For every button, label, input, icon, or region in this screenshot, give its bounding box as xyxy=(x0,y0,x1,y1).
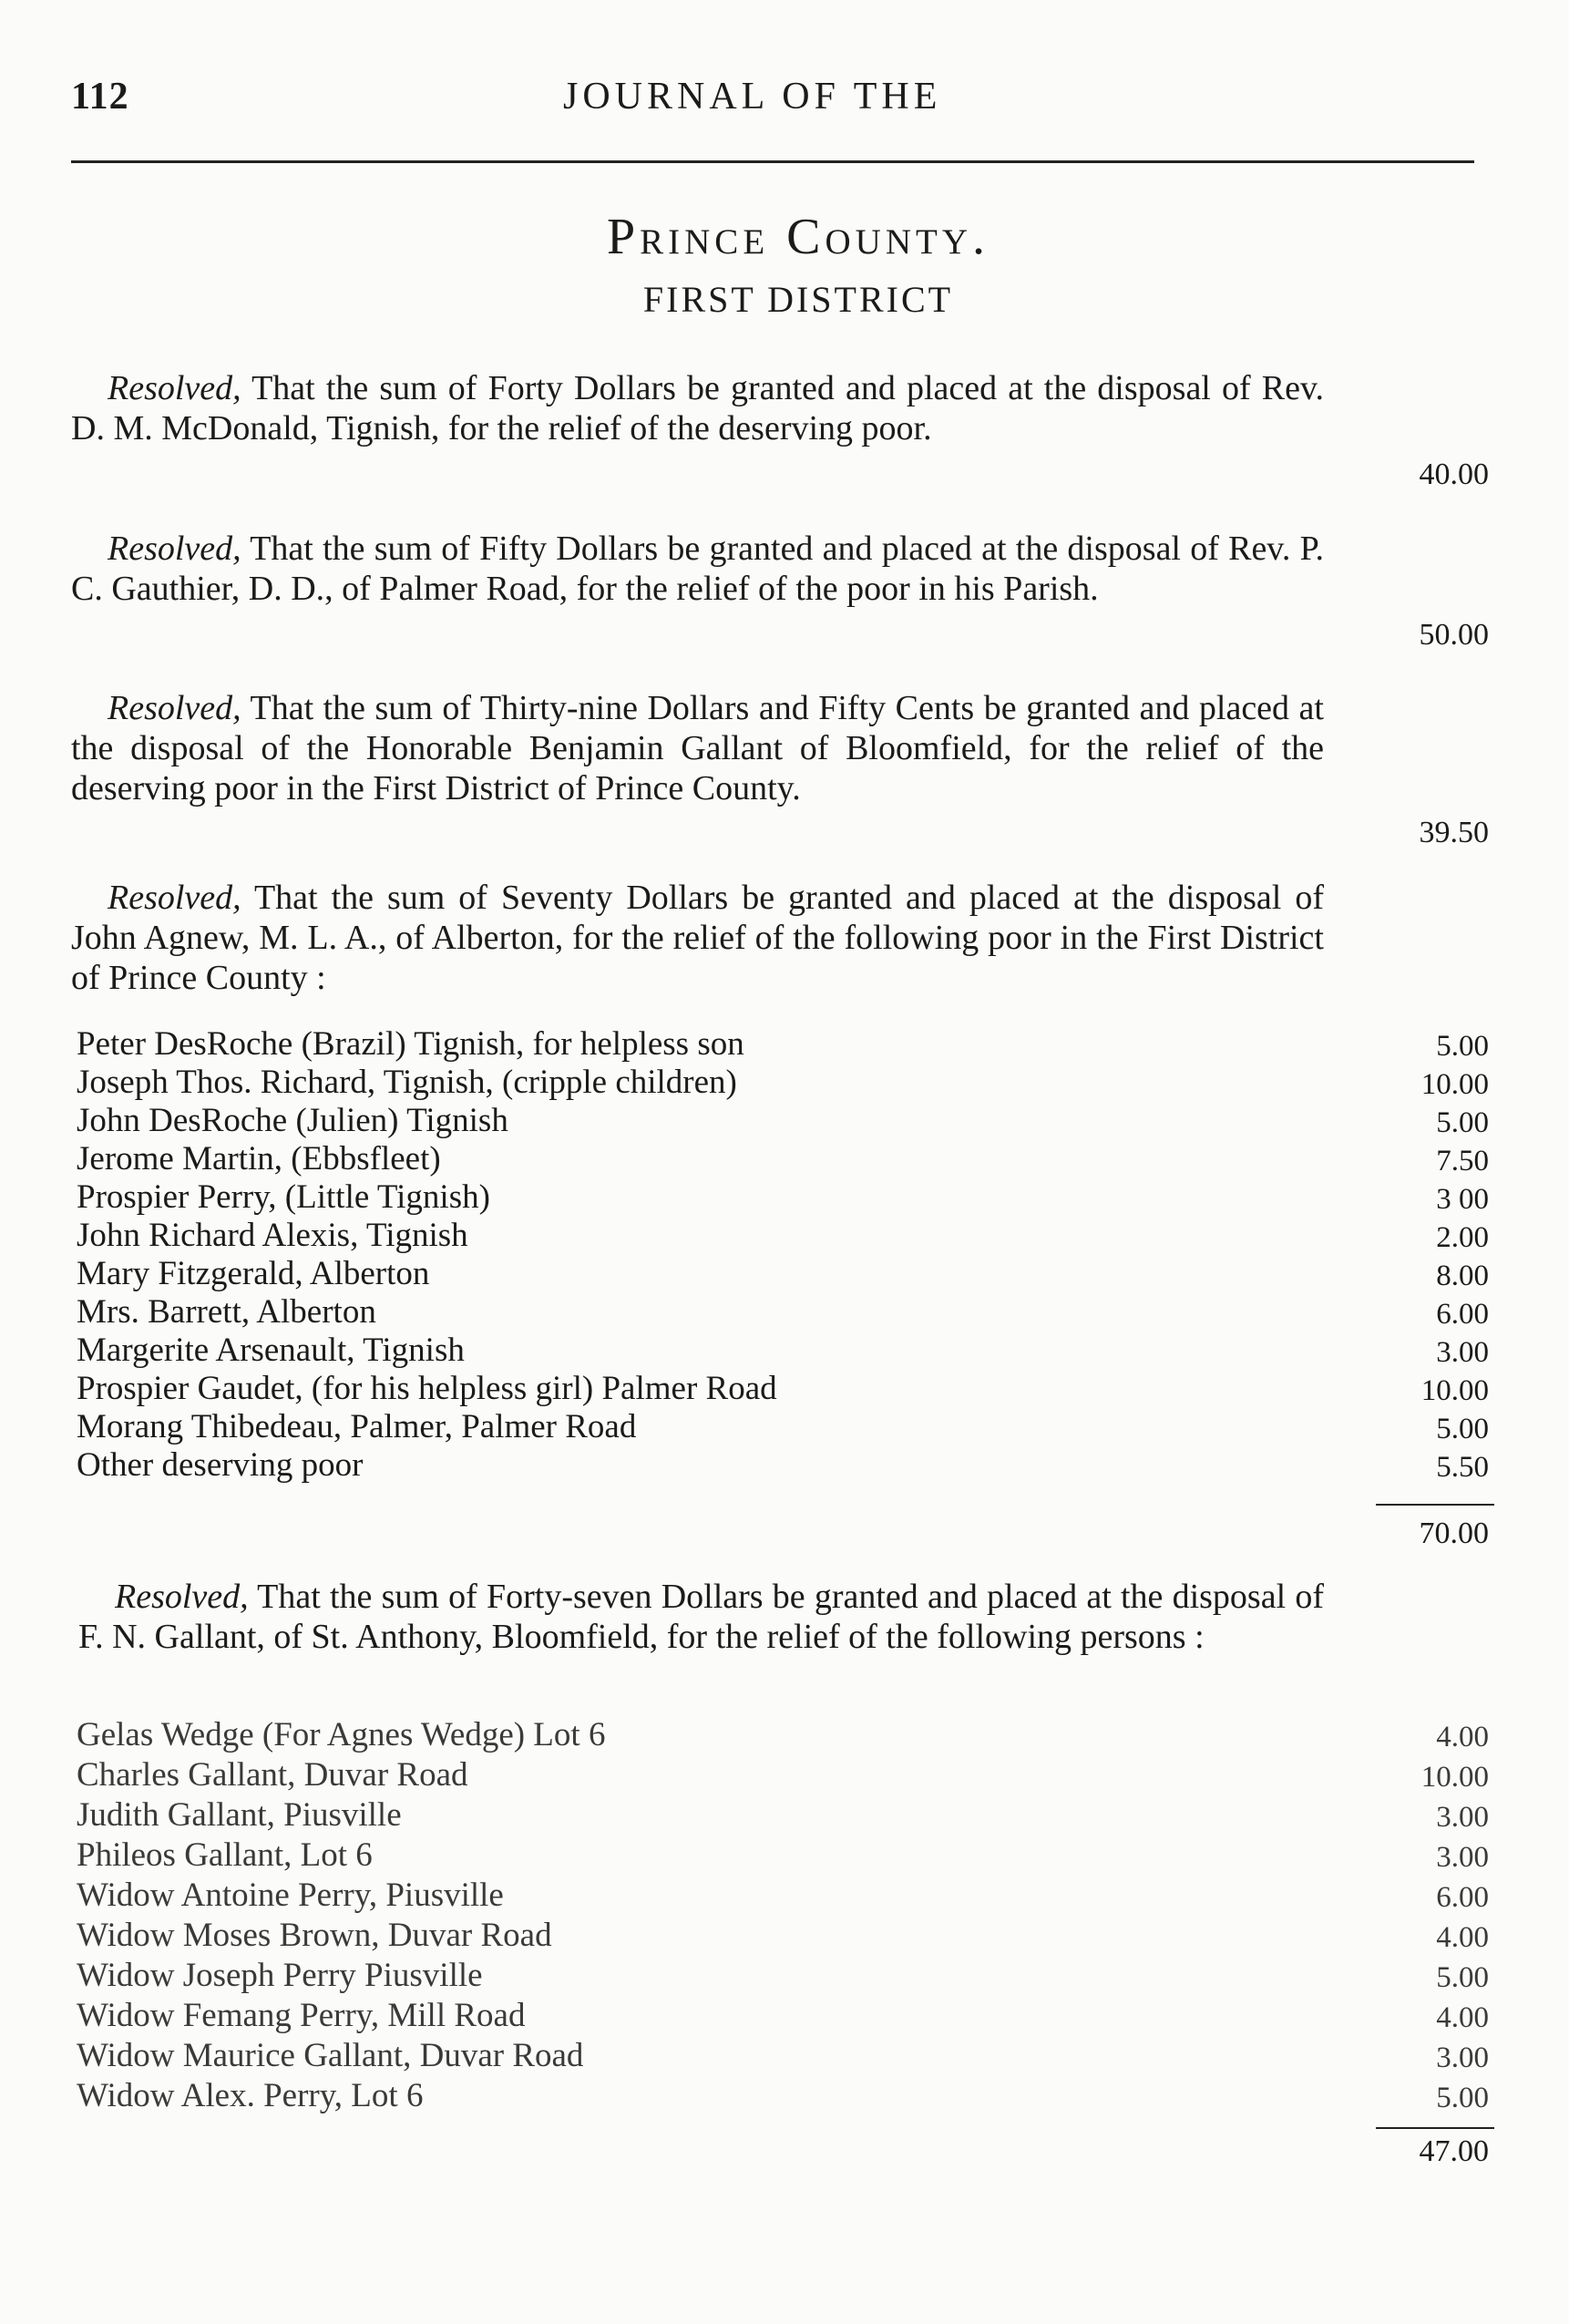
header-rule xyxy=(71,160,1474,163)
list-item-amount: 5.50 xyxy=(1436,1451,1489,1484)
resolution-1 xyxy=(71,368,1324,448)
list-item-name: Mrs. Barrett, Alberton xyxy=(77,1293,376,1331)
resolved-lead: Resolved, xyxy=(108,879,241,917)
list-item-amount: 6.00 xyxy=(1436,1298,1489,1331)
resolved-lead: Resolved, xyxy=(115,1578,249,1616)
list-item-amount: 6.00 xyxy=(1436,1881,1489,1914)
resolution-2-amount: 50.00 xyxy=(1419,618,1489,652)
list-item-amount: 4.00 xyxy=(1436,2001,1489,2034)
list-item-name: Gelas Wedge (For Agnes Wedge) Lot 6 xyxy=(77,1716,606,1753)
resolved-lead: Resolved, xyxy=(108,369,241,407)
list-item-amount: 10.00 xyxy=(1420,1374,1489,1407)
list-item-name: John DesRoche (Julien) Tignish xyxy=(77,1102,508,1139)
list-item-name: Widow Moses Brown, Duvar Road xyxy=(77,1917,552,1954)
resolution-text: That the sum of Seventy Dollars be granted and placed at the disposal of John Agnew, M. L. A., of Alberton, for the relief of the following poor in the First District of Prince County : xyxy=(71,879,1324,997)
resolution-text: That the sum of Thirty-nine Dollars and Fifty Cents be granted and placed at the disposal of the Honorable Benjamin Gallant of Bloomfield, for the relief of the deserving poor in the First District of Prince County. xyxy=(71,689,1324,807)
list-item-name: Widow Antoine Perry, Piusville xyxy=(77,1877,504,1914)
list-item-name: Mary Fitzgerald, Alberton xyxy=(77,1255,430,1292)
resolution-5 xyxy=(78,1577,1324,1657)
journal-title: JOURNAL OF THE xyxy=(563,76,942,118)
resolution-text: That the sum of Forty-seven Dollars be granted and placed at the disposal of F. N. Gallant, of St. Anthony, Bloomfield, for the relief of the following persons : xyxy=(78,1578,1324,1656)
list-item-amount: 5.00 xyxy=(1436,1106,1489,1139)
sum-rule xyxy=(1376,1504,1494,1506)
list-item-amount: 10.00 xyxy=(1420,1068,1489,1101)
list-item-name: Charles Gallant, Duvar Road xyxy=(77,1756,468,1794)
list-item-name: Judith Gallant, Piusville xyxy=(77,1796,402,1834)
resolution-3 xyxy=(71,688,1324,808)
list-item-amount: 3.00 xyxy=(1436,1336,1489,1369)
list-item-name: Other deserving poor xyxy=(77,1446,364,1484)
list-item-amount: 8.00 xyxy=(1436,1260,1489,1292)
list-item-amount: 7.50 xyxy=(1436,1145,1489,1177)
list-item-amount: 3.00 xyxy=(1436,1801,1489,1834)
list-item-name: Widow Femang Perry, Mill Road xyxy=(77,1997,526,2034)
list-item-name: Widow Maurice Gallant, Duvar Road xyxy=(77,2037,584,2074)
running-head xyxy=(71,75,1474,129)
list-item-amount: 5.00 xyxy=(1436,1961,1489,1994)
resolution-1-amount: 40.00 xyxy=(1419,458,1489,491)
resolved-lead: Resolved, xyxy=(108,689,241,727)
resolution-text: That the sum of Fifty Dollars be granted and placed at the disposal of Rev. P. C. Gauthier, D. D., of Palmer Road, for the relief of the poor in his Parish. xyxy=(71,530,1324,608)
list-item-name: John Richard Alexis, Tignish xyxy=(77,1217,468,1254)
list-item-name: Jerome Martin, (Ebbsfleet) xyxy=(77,1140,441,1177)
list-item-amount: 10.00 xyxy=(1420,1761,1489,1794)
district-heading: FIRST DISTRICT xyxy=(642,279,954,320)
resolution-text: That the sum of Forty Dollars be granted and placed at the disposal of Rev. D. M. McDonald, Tignish, for the relief of the deserving poor. xyxy=(71,369,1324,447)
list-item-amount: 5.00 xyxy=(1436,1030,1489,1063)
list-item-name: Joseph Thos. Richard, Tignish, (cripple children) xyxy=(77,1064,737,1101)
list-item-name: Widow Joseph Perry Piusville xyxy=(77,1957,483,1994)
list-item-name: Peter DesRoche (Brazil) Tignish, for helpless son xyxy=(77,1025,744,1063)
list-item-name: Phileos Gallant, Lot 6 xyxy=(77,1836,373,1874)
list-item-name: Prospier Gaudet, (for his helpless girl) Palmer Road xyxy=(77,1370,777,1407)
list-total: 70.00 xyxy=(1419,1517,1489,1550)
resolved-lead: Resolved, xyxy=(108,530,241,568)
list-item-amount: 4.00 xyxy=(1436,1721,1489,1753)
list-item-name: Prospier Perry, (Little Tignish) xyxy=(77,1178,490,1216)
resolution-2 xyxy=(71,529,1324,609)
county-heading: Prince County. xyxy=(607,209,990,265)
list-item-amount: 5.00 xyxy=(1436,2082,1489,2114)
list-item-amount: 3.00 xyxy=(1436,1841,1489,1874)
sum-rule xyxy=(1376,2127,1494,2129)
list-total: 47.00 xyxy=(1419,2134,1489,2168)
list-item-name: Margerite Arsenault, Tignish xyxy=(77,1332,465,1369)
page-number: 112 xyxy=(71,76,129,118)
list-item-name: Morang Thibedeau, Palmer, Palmer Road xyxy=(77,1408,637,1445)
list-item-amount: 2.00 xyxy=(1436,1221,1489,1254)
list-item-amount: 3.00 xyxy=(1436,2041,1489,2074)
list-item-amount: 3 00 xyxy=(1436,1183,1489,1216)
list-item-amount: 4.00 xyxy=(1436,1921,1489,1954)
list-item-name: Widow Alex. Perry, Lot 6 xyxy=(77,2077,424,2114)
list-item-amount: 5.00 xyxy=(1436,1413,1489,1445)
resolution-3-amount: 39.50 xyxy=(1419,816,1489,849)
resolution-4 xyxy=(71,878,1324,998)
